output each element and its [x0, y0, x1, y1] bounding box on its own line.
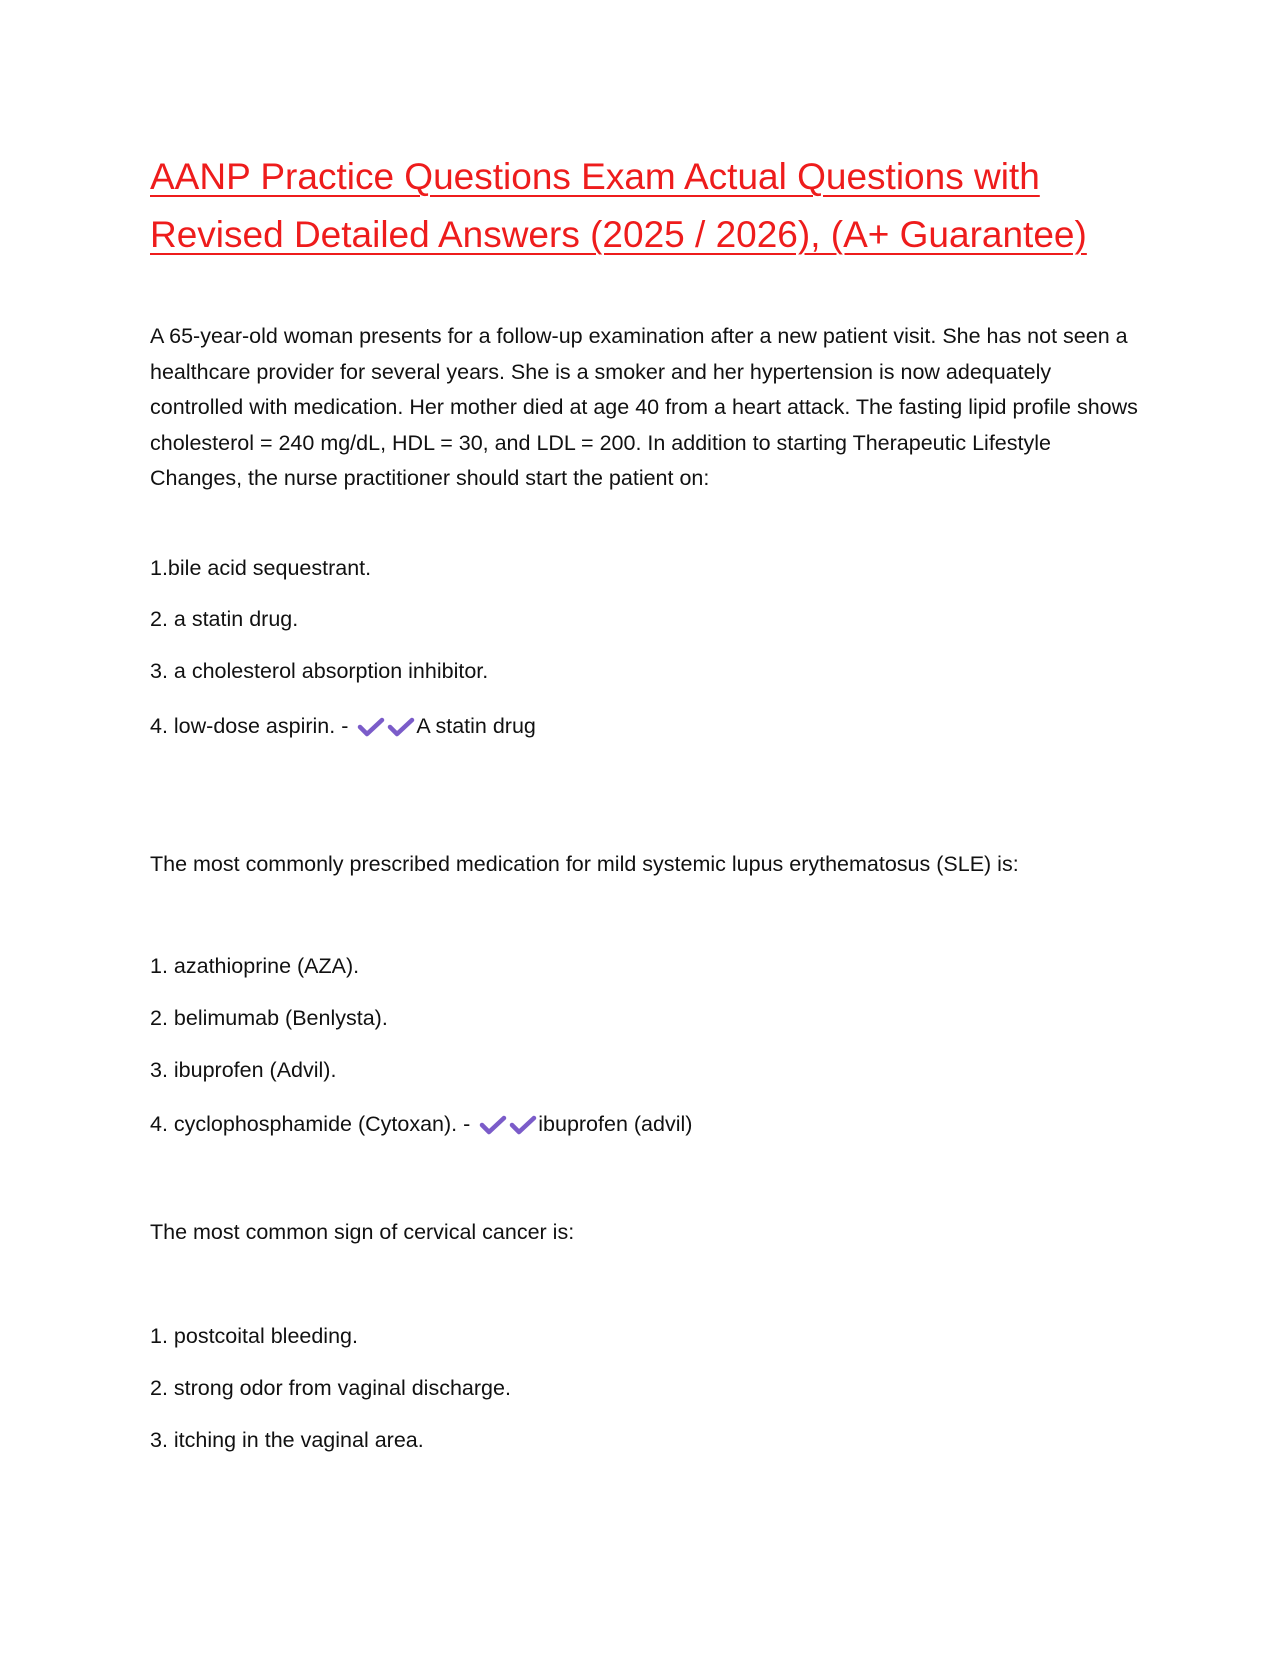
question-2-option-3: 3. ibuprofen (Advil).	[150, 1058, 337, 1082]
question-1-option-4-with-answer	[150, 711, 536, 741]
question-3-option-3: 3. itching in the vaginal area.	[150, 1428, 424, 1452]
question-3-option-1: 1. postcoital bleeding.	[150, 1324, 358, 1348]
question-2-option-4-with-answer	[150, 1109, 692, 1139]
question-2-option-1: 1. azathioprine (AZA).	[150, 954, 360, 978]
question-2-answer: ibuprofen (advil)	[538, 1112, 693, 1136]
question-1-option-2: 2. a statin drug.	[150, 607, 299, 631]
document-title: AANP Practice Questions Exam Actual Questions with Revised Detailed Answers (2025 / 2026), (A+ Guarantee)	[150, 156, 1087, 255]
question-1-option-1: 1.bile acid sequestrant.	[150, 556, 372, 580]
double-check-icon	[356, 715, 416, 739]
question-1-option-3: 3. a cholesterol absorption inhibitor.	[150, 659, 489, 683]
question-1-option-4: 4. low-dose aspirin. -	[150, 714, 349, 738]
question-1-answer: A statin drug	[416, 714, 536, 738]
question-3-stem: The most common sign of cervical cancer is:	[150, 1220, 575, 1244]
double-check-icon	[478, 1113, 538, 1137]
question-3-option-2: 2. strong odor from vaginal discharge.	[150, 1376, 511, 1400]
question-2-stem: The most commonly prescribed medication for mild systemic lupus erythematosus (SLE) is:	[150, 852, 1019, 876]
question-2-option-2: 2. belimumab (Benlysta).	[150, 1006, 388, 1030]
question-1-stem: A 65-year-old woman presents for a follow-up examination after a new patient visit. She has not seen a healthcare provider for several years. She is a smoker and her hypertension is now adequately controlled with medication. Her mother died at age 40 from a heart attack. The fasting lipid profile shows cholesterol = 240 mg/dL, HDL = 30, and LDL = 200. In addition to starting Therapeutic Lifestyle Changes, the nurse practitioner should start the patient on:	[150, 324, 1138, 490]
question-2-option-4: 4. cyclophosphamide (Cytoxan). -	[150, 1112, 471, 1136]
